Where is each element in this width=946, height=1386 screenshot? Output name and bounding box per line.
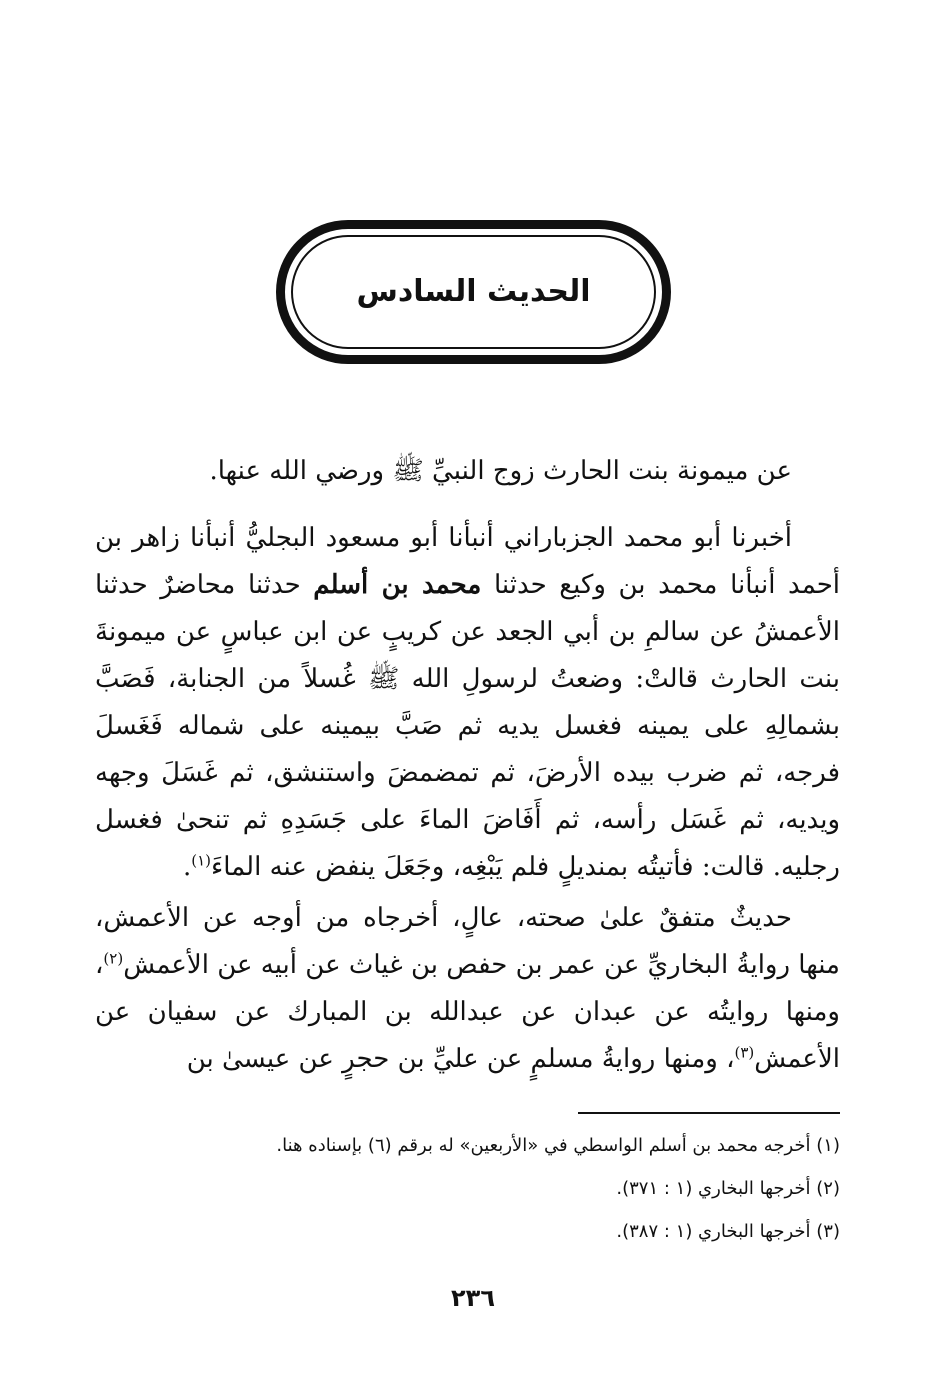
commentary-text-b: ، ومنها روايتُه عن عبدان عن عبدالله بن المبارك عن سفيان عن الأعمش — [95, 950, 840, 1074]
paragraph-end: . — [182, 852, 192, 882]
commentary-paragraph — [95, 895, 840, 1083]
hadith-text-paragraph — [95, 515, 840, 891]
intro-line: عن ميمونة بنت الحارث زوج النبيِّ ﷺ ورضي الله عنها. — [209, 456, 792, 486]
bold-narrator-name: محمد بن أسلم — [313, 570, 482, 600]
footnote-mark-1: (١) — [191, 851, 211, 870]
commentary-text-a: حديثٌ متفقٌ علىٰ صحته، عالٍ، أخرجاه من أوجه عن الأعمش، منها روايةُ البخاريِّ عن عمر بن حفص بن غياث عن أبيه عن الأعمش — [95, 903, 840, 980]
footnote-1: (١) أخرجه محمد بن أسلم الواسطي في «الأربعين» له برقم (٦) بإسناده هنا. — [276, 1135, 840, 1156]
chapter-title-frame — [276, 220, 671, 364]
footnote-3: (٣) أخرجها البخاري (١ : ٣٨٧). — [616, 1221, 840, 1242]
footnotes-block — [140, 1124, 840, 1253]
footnote-mark-3: (٣) — [734, 1043, 755, 1062]
footnote-2: (٢) أخرجها البخاري (١ : ٣٧١). — [616, 1178, 840, 1199]
chapter-title: الحديث السادس — [356, 274, 591, 309]
page-number: ٢٣٦ — [451, 1284, 495, 1312]
commentary-text-c: ، ومنها روايةُ مسلمٍ عن عليِّ بن حجرٍ عن عيسىٰ بن — [186, 1044, 735, 1074]
footnote-mark-2: (٢) — [103, 949, 124, 968]
isnad-text: أخبرنا أبو محمد الجزباراني أنبأنا أبو مسعود البجليُّ أنبأنا زاهر بن أحمد أنبأنا محمد بن وكيع حدثنا — [95, 523, 841, 600]
footnote-divider — [578, 1112, 840, 1114]
hadith-matn-text: حدثنا محاضرٌ حدثنا الأعمشُ عن سالمِ بن أبي الجعد عن كريبٍ عن ابن عباسٍ عن ميمونةَ بنت الحارث قالتْ: وضعتُ لرسولِ الله ﷺ غُسلاً من الجنابة، فَصَبَّ بشمالِهِ على يمينه فغسل يديه ثم صَبَّ بيمينه على شماله فَغَسلَ فرجه، ثم ضرب بيده الأرضَ، ثم تمضمضَ واستنشق، ثم غَسَلَ وجهه ويديه، ثم غَسَل رأسه، ثم أَفَاضَ الماءَ على جَسَدِهِ ثم تنحىٰ فغسل رجليه. قالت: فأتيتُه بمنديلٍ فلم يَبْغِه، وجَعَلَ ينفض عنه الماءَ — [95, 570, 840, 882]
